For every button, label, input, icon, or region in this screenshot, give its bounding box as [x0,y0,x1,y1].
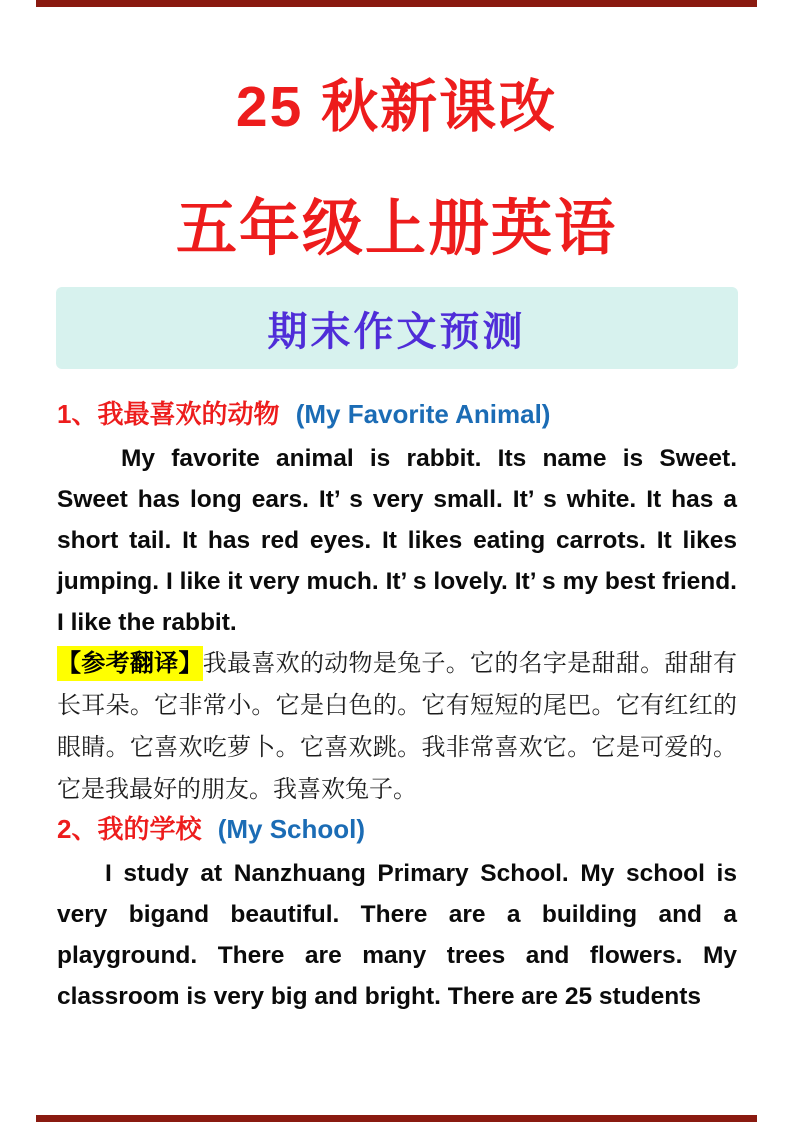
main-title-line1: 25 秋新课改 [235,75,558,139]
section-1-translation [57,643,737,811]
section-1-heading-english: (My Favorite Animal) [295,399,551,429]
document-body [57,398,737,1017]
reference-translation-label: 【参考翻译】 [57,646,203,681]
section-2-heading-english: (My School) [217,814,366,844]
page-top-rule [36,0,757,7]
subtitle-banner [56,287,738,369]
subtitle-banner-text: 期末作文预测 [267,309,526,354]
main-title-line2: 五年级上册英语 [175,194,617,262]
section-2-heading-chinese: 2、我的学校 [57,814,202,844]
section-1-essay-text: My favorite animal is rabbit. Its name is Sweet. Sweet has long ears. It’ s very small. It’ s white. It has a short tail. It has red eyes. It likes eating carrots. It likes jumping. I like it very much. It’ s lovely. It’ s my best friend. I like the rabbit. [57,445,737,636]
section-1-translation-text: 我最喜欢的动物是兔子。它的名字是甜甜。甜甜有长耳朵。它非常小。它是白色的。它有短短的尾巴。它有红红的眼睛。它喜欢吃萝卜。它喜欢跳。我非常喜欢它。它是可爱的。它是我最好的朋友。我喜欢兔子。 [57,650,738,803]
section-1-heading [57,398,737,430]
section-2-heading [57,813,737,845]
page-bottom-rule [36,1115,757,1122]
section-2-essay-text: I study at Nanzhuang Primary School. My school is very bigand beautiful. There are a building and a playground. There are many trees and flowers. My classroom is very big and bright. There are 25 students [57,860,737,1010]
section-1-heading-chinese: 1、我最喜欢的动物 [57,399,280,429]
